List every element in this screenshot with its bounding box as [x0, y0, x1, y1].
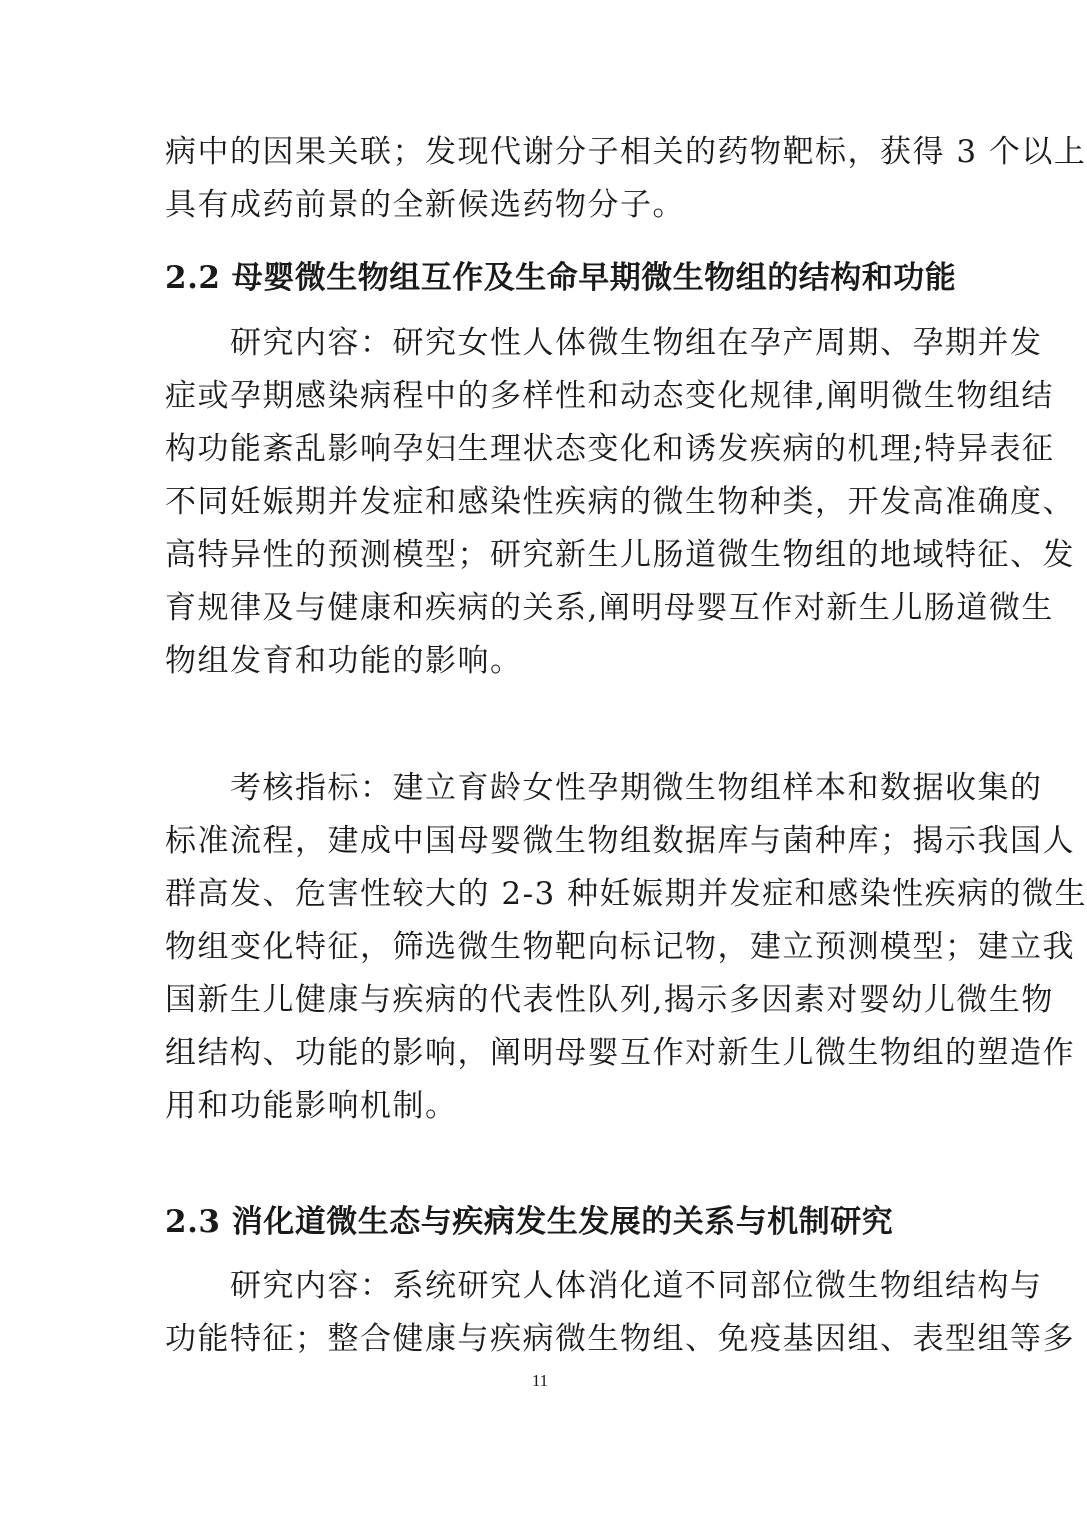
text-line: 国新生儿健康与疾病的代表性队列,揭示多因素对婴幼儿微生物 — [165, 982, 1054, 1018]
paragraph-research-content-2-3 — [165, 1260, 1075, 1366]
text-line: 研究内容：研究女性人体微生物组在孕产周期、孕期并发 — [165, 325, 1043, 361]
text-line: 用和功能影响机制。 — [165, 1088, 458, 1124]
text-line: 症或孕期感染病程中的多样性和动态变化规律,阐明微生物组结 — [165, 378, 1054, 414]
paragraph-assessment-indicators — [165, 762, 1087, 1133]
text-line: 群高发、危害性较大的 2-3 种妊娠期并发症和感染性疾病的微生 — [165, 876, 1087, 912]
paragraph-continuation — [165, 126, 1087, 232]
text-line: 组结构、功能的影响，阐明母婴互作对新生儿微生物组的塑造作 — [165, 1035, 1075, 1071]
section-heading: 2.3 消化道微生态与疾病发生发展的关系与机制研究 — [165, 1204, 894, 1240]
section-heading-2-2 — [165, 252, 957, 305]
text-line: 功能特征；整合健康与疾病微生物组、免疫基因组、表型组等多 — [165, 1321, 1075, 1357]
section-heading: 2.2 母婴微生物组互作及生命早期微生物组的结构和功能 — [165, 260, 957, 296]
text-line: 物组发育和功能的影响。 — [165, 643, 523, 679]
text-line: 考核指标：建立育龄女性孕期微生物组样本和数据收集的 — [165, 770, 1043, 806]
text-line: 物组变化特征，筛选微生物靶向标记物，建立预测模型；建立我 — [165, 929, 1075, 965]
text-line: 标准流程，建成中国母婴微生物组数据库与菌种库；揭示我国人 — [165, 823, 1075, 859]
page-number: 11 — [531, 1371, 549, 1390]
text-line: 病中的因果关联；发现代谢分子相关的药物靶标，获得 3 个以上 — [165, 134, 1087, 170]
text-line: 研究内容：系统研究人体消化道不同部位微生物组结构与 — [165, 1268, 1043, 1304]
text-line: 构功能紊乱影响孕妇生理状态变化和诱发疾病的机理;特异表征 — [165, 431, 1055, 467]
text-line: 具有成药前景的全新候选药物分子。 — [165, 187, 685, 223]
paragraph-research-content — [165, 317, 1075, 688]
text-line: 不同妊娠期并发症和感染性疾病的微生物种类，开发高准确度、 — [165, 484, 1075, 520]
text-line: 高特异性的预测模型；研究新生儿肠道微生物组的地域特征、发 — [165, 537, 1075, 573]
text-line: 育规律及与健康和疾病的关系,阐明母婴互作对新生儿肠道微生 — [165, 590, 1054, 626]
section-heading-2-3 — [165, 1196, 917, 1249]
